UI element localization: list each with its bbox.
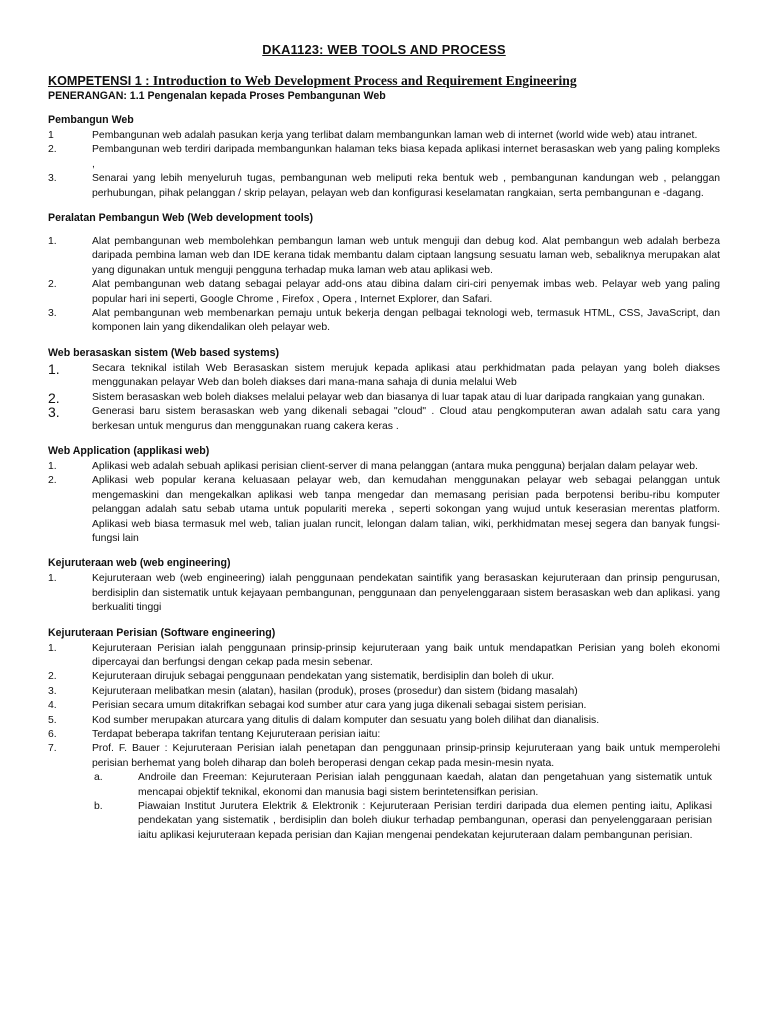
sub-list-item-text: Piawaian Institut Jurutera Elektrik & Elektronik : Kejuruteraan Perisian terdiri daripada dua elemen penting iaitu, Aplikasi pendekatan yang sistematik , berdisiplin dan boleh diukur terhadap pembangunan, operasi dan penyelenggaraan perisian iaitu aplikasi kejuruteraan kepada perisian dan Kajian mengenai pendekatan kejuruteraan dalam pembangunan perisian. [138, 801, 712, 841]
section [48, 626, 720, 844]
section-title: Web Application (applikasi web) [48, 444, 210, 457]
list-item-text: Senarai yang lebih menyeluruh tugas, pembangunan web meliputi reka bentuk web , pembangunan kandungan web , pelanggan perhubungan, pihak pelanggan / skrip pelayan, pelayan web dan konfigurasi keselamatan rangkaian, serta pembangunan e -dagang. [92, 173, 720, 199]
list-item-number: 2. [48, 144, 57, 156]
list-item-text: Alat pembangunan web membenarkan pemaju untuk bekerja dengan pelbagai teknologi web, termasuk HTML, CSS, JavaScript, dan komponen lain yang dikendalikan oleh pelayar web. [92, 308, 720, 334]
list-item-number: 1 [48, 130, 54, 141]
list-item-text: Kejuruteraan Perisian ialah penggunaan prinsip-prinsip kejuruteraan yang baik untuk mendapatkan Perisian yang boleh ekonomi dipercayai dan berfungsi dengan cekap pada mesin sebenar. [92, 642, 720, 668]
kompetensi-heading [48, 73, 720, 89]
sub-list-item [92, 771, 720, 800]
list-item [48, 307, 720, 336]
list-item-number: 6. [48, 729, 57, 740]
section [48, 211, 720, 336]
list-item-text: Generasi baru sistem berasaskan web yang dikenali sebagai "cloud" . Cloud atau pengkomputeran awan adalah satu cara yang berkesan untuk mengurus dan menggunakan ruang cakera keras . [92, 406, 720, 432]
numbered-list [48, 235, 720, 336]
list-item-number: 1. [48, 460, 57, 472]
list-item [48, 742, 720, 771]
list-item [48, 572, 720, 615]
numbered-list [48, 572, 720, 615]
section-title: Web berasaskan sistem (Web based systems) [48, 346, 280, 359]
list-item-text: Prof. F. Bauer : Kejuruteraan Perisian ialah penetapan dan penggunaan prinsip-prinsip kejuruteraan yang baik untuk memperolehi perisian berhemat yang boleh diharap dan boleh beroperasi dengan cekap pada mesin-mesin nyata. [92, 743, 720, 769]
list-item-number: 4. [48, 700, 57, 712]
list-item-text: Kod sumber merupakan aturcara yang ditulis di dalam komputer dan sesuatu yang boleh dilihat dan dianalisis. [92, 714, 600, 726]
list-item-text: Alat pembangunan web datang sebagai pelayar add-ons atau dibina dalam ciri-ciri penyemak imbas web. Pelayar web yang paling popular hari ini seperti, Google Chrome , Firefox , Opera , Internet Explorer, dan Safari. [92, 279, 720, 305]
list-item-text: Secara teknikal istilah Web Berasaskan sistem merujuk kepada aplikasi atau perkhidmatan pada pelayan yang boleh diakses menggunakan pelayar Web dan boleh diakses dari mana-mana sahaja di dunia melalui Web [92, 362, 720, 389]
sub-list-item-letter: b. [94, 801, 103, 813]
list-item [48, 143, 720, 172]
list-item [48, 699, 720, 713]
list-item-number: 1. [48, 360, 60, 377]
list-item-text: Kejuruteraan dirujuk sebagai penggunaan pendekatan yang sistematik, berdisiplin dan boleh di ukur. [92, 671, 555, 683]
list-item-text: Pembangunan web terdiri daripada membangunkan halaman teks biasa kepada aplikasi internet berasaskan web yang paling kompleks , [92, 144, 720, 170]
list-item [48, 670, 720, 684]
list-item-number: 2. [48, 279, 57, 291]
list-item [48, 129, 720, 143]
list-item [48, 685, 720, 699]
list-item [48, 714, 720, 728]
section-title: Pembangun Web [48, 114, 134, 126]
sub-list-item-text: Androile dan Freeman: Kejuruteraan Perisian ialah penggunaan kaedah, alatan dan pengetahuan yang sistematik untuk mencapai objektif teknikal, ekonomi dan manusia bagi sistem berintetensifkan perisian. [138, 772, 712, 798]
list-item [48, 728, 720, 742]
section-title: Kejuruteraan web (web engineering) [48, 557, 231, 570]
kompetensi-title: Introduction to Web Development Process and Requirement Engineering [149, 73, 577, 88]
list-item [48, 391, 720, 405]
numbered-list [48, 642, 720, 772]
section [48, 444, 720, 546]
list-item-number: 3. [48, 685, 57, 697]
sub-list [92, 771, 720, 843]
list-item-number: 1. [48, 236, 57, 248]
list-item-text: Kejuruteraan web (web engineering) ialah penggunaan pendekatan saintifik yang berasaskan kejuruteraan dan prinsip pengurusan, berdisiplin dan sistematik untuk kejayaan pembangunan, penggunaan dan penyelenggaraan sistem berasaskan web dan aplikasi. yang berkualiti tinggi [92, 573, 720, 614]
list-item-text: Alat pembangunan web membolehkan pembangun laman web untuk menguji dan debug kod. Alat pembangun web adalah berbeza daripada pembina laman web dan IDE kerana tidak membantu dalam ciptaan langsung sesuatu laman web, sebaliknya merupakan alat yang digunakan untuk menguji pengguna terhadap muka laman web atau aplikasi web. [92, 236, 720, 276]
sub-list-item [92, 800, 720, 843]
document-title: DKA1123: WEB TOOLS AND PROCESS [262, 42, 506, 57]
list-item-number: 3. [48, 173, 57, 185]
list-item-text: Sistem berasaskan web boleh diakses melalui pelayar web dan biasanya di luar tapak atau di luar daripada rangkaian yang gunakan. [92, 391, 705, 403]
list-item [48, 460, 720, 474]
sections-container [48, 113, 720, 843]
list-item-text: Kejuruteraan melibatkan mesin (alatan), hasilan (produk), proses (prosedur) dan sistem (bidang masalah) [92, 685, 578, 697]
section [48, 556, 720, 615]
numbered-list [48, 460, 720, 546]
section-title: Kejuruteraan Perisian (Software engineering) [48, 626, 276, 639]
list-item [48, 235, 720, 278]
list-item-number: 7. [48, 743, 57, 755]
list-item-number: 2. [48, 389, 60, 406]
numbered-list [48, 362, 720, 434]
list-item-text: Aplikasi web popular kerana keluasaan pelayar web, dan kemudahan menggunakan pelayar web sebagai pelanggan untuk mengemaskini dan mengekalkan aplikasi web tanpa mengedar dan memasang perisian pada berpotensi beribu-ribu komputer pelanggan adalah satu sebab utama untuk populariti mereka , seperti sokongan yang wujud untuk keserasian merentas platform. Aplikasi web biasa termasuk mel web, talian jualan runcit, lelongan dalam talian, wiki, perkhidmatan mesej segera dan banyak fungsi-fungsi lain [92, 475, 720, 544]
list-item [48, 642, 720, 671]
sub-list-item-letter: a. [94, 772, 103, 784]
list-item-number: 3. [48, 404, 60, 421]
section [48, 346, 720, 434]
list-item-text: Perisian secara umum ditakrifkan sebagai kod sumber atur cara yang juga dikenali sebagai sistem perisian. [92, 700, 587, 712]
list-item-text: Pembangunan web adalah pasukan kerja yang terlibat dalam membangunkan laman web di internet (world wide web) atau intranet. [92, 130, 698, 141]
list-item-number: 1. [48, 573, 57, 585]
section-title: Peralatan Pembangun Web (Web development tools) [48, 212, 314, 225]
list-item [48, 474, 720, 546]
list-item-text: Terdapat beberapa takrifan tentang Kejuruteraan perisian iaitu: [92, 729, 381, 740]
list-item-number: 5. [48, 714, 57, 726]
section [48, 113, 720, 201]
list-item [48, 362, 720, 391]
list-item [48, 278, 720, 307]
list-item-number: 2. [48, 475, 57, 487]
list-item-text: Aplikasi web adalah sebuah aplikasi perisian client-server di mana pelanggan (antara muka pengguna) berjalan dalam pelayar web. [92, 460, 698, 472]
kompetensi-label: KOMPETENSI 1 : [48, 74, 150, 88]
list-item [48, 172, 720, 201]
list-item-number: 2. [48, 671, 57, 683]
penerangan-heading: PENERANGAN: 1.1 Pengenalan kepada Proses Pembangunan Web [48, 90, 386, 102]
list-item [48, 405, 720, 434]
list-item-number: 1. [48, 642, 57, 654]
list-item-number: 3. [48, 308, 57, 320]
numbered-list [48, 129, 720, 201]
